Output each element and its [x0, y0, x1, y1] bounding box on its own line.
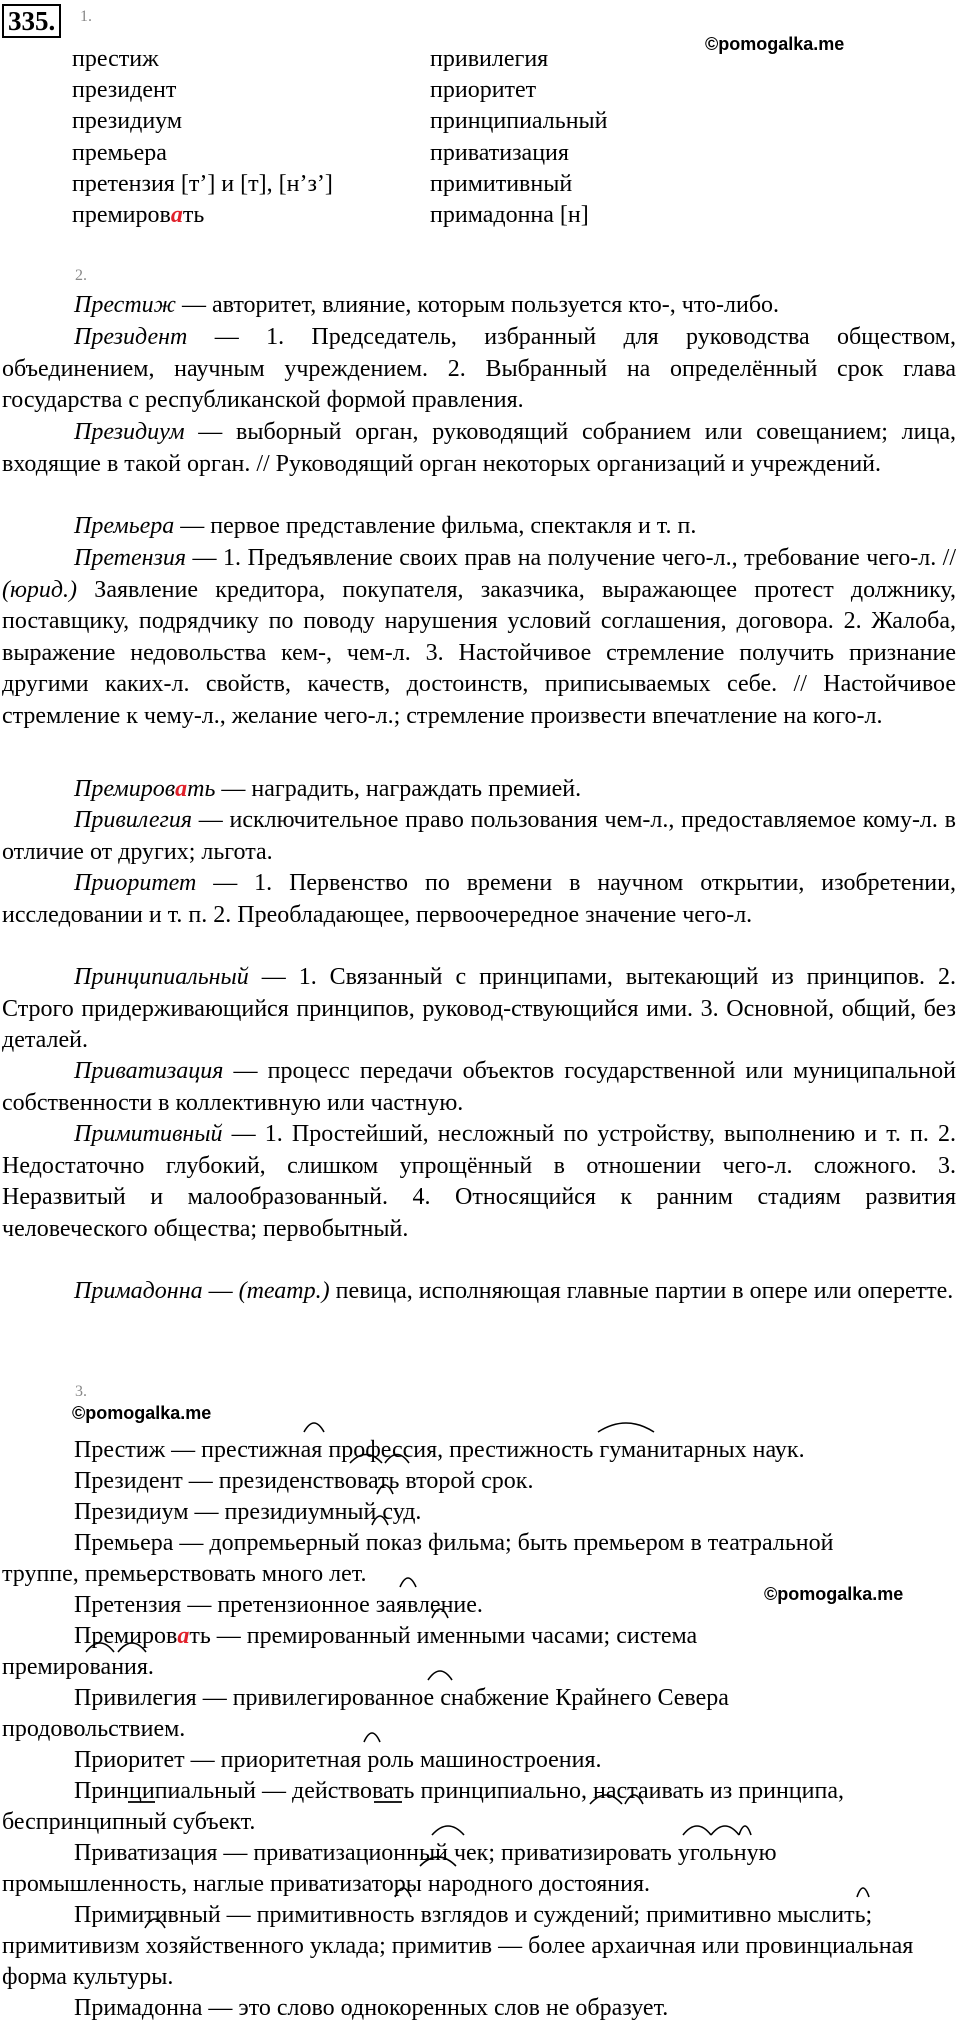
example-prima-donna: Примадонна — это слово однокоренных слов не образует. [74, 1995, 669, 2021]
suffix-arc-19 [420, 1857, 456, 1866]
suffix-arc-22 [145, 1919, 165, 1928]
example-premiere: Премьера — допремьерный показ фильма; быть премьером в театральной труппе, премьерствовать много лет. [2, 1530, 834, 1587]
definition-premirovat: Премировать — наградить, награждать премией. [74, 776, 582, 802]
example-priority: Приоритет — приоритетная роль машиностроения. [74, 1747, 602, 1773]
word-right-4: приватизация [430, 140, 569, 166]
word-right-1: привилегия [430, 46, 549, 72]
example-claim: Претензия — претензионное заявление. [74, 1592, 483, 1618]
word-right-6: примадонна [н] [430, 202, 589, 228]
suffix-arc-14 [625, 1795, 643, 1804]
suffix-arc-6 [372, 1516, 388, 1525]
part-1-number: 1. [80, 8, 92, 25]
suffix-arc-10 [432, 1609, 448, 1618]
watermark-top: ©pomogalka.me [705, 34, 845, 54]
word-left-3: президиум [72, 108, 183, 134]
word-right-2: приоритет [430, 77, 537, 103]
suffix-arc-1 [304, 1423, 324, 1432]
word-left-4: премьера [72, 140, 167, 166]
definition-presidium: Президиум — выборный орган, руководящий собранием или совещанием; лица, входящие в такой орган. // Руководящий орган некоторых организаций и учреждений. [2, 419, 956, 477]
suffix-arc-12 [364, 1733, 380, 1742]
definition-claim: Претензия — 1. Предъявление своих прав на получение чего-л., требование чего-л. // (юрид.) Заявление кредитора, покупателя, заказчика, выражающее протест должнику, поставщику, подрядчику по поводу нарушения условий соглашения, договора. 2. Жалоба, выражение недовольства кем-, чем-л. 3. Настойчивое стремление получить признание другими каких-л. свойств, качеств, достоинств, приписываемых себе. // Настойчивое стремление к чему-л., желание чего-л.; стремление произвести впечатление на кого-л. [2, 545, 956, 729]
example-premirovat: Премировать — премированный именными часами; система премирования. [2, 1623, 698, 1680]
suffix-arc-7 [400, 1578, 416, 1587]
definition-president: Президент — 1. Председатель, избранный для руководства обществом, объединением, научным учреждением. 2. Выбранный на определённый срок глава государства с республиканской формой правления. [2, 324, 956, 413]
example-president: Президент — президенствовать второй срок. [74, 1468, 534, 1494]
suffix-arc-15 [432, 1826, 464, 1835]
part-3-number: 3. [75, 1383, 87, 1400]
word-left-1: престиж [72, 46, 159, 72]
definition-prestige: Престиж — авторитет, влияние, которым пользуется кто-, что-либо. [74, 292, 780, 318]
suffix-arc-18 [739, 1826, 751, 1835]
suffix-arc-8 [86, 1643, 114, 1652]
suffix-arc-13 [590, 1795, 622, 1804]
suffix-arc-21 [857, 1888, 869, 1897]
definition-privilege: Привилегия — исключительное право пользования чем-л., предоставляемое кому-л. в отличие от других; льгота. [2, 807, 956, 865]
watermark-middle: ©pomogalka.me [72, 1403, 212, 1423]
example-primitive: Примитивный — примитивность взглядов и суждений; примитивно мыслить; примитивизм хозяйственного уклада; примитив — более архаичная или провинциальная форма культуры. [2, 1902, 914, 1990]
example-prestige: Престиж — престижная профессия, престижность гуманитарных наук. [74, 1437, 805, 1463]
word-right-3: принципиальный [430, 108, 608, 134]
word-left-2: президент [72, 77, 177, 103]
suffix-arc-17 [711, 1826, 739, 1835]
example-privilege: Привилегия — привилегированное снабжение Крайнего Севера продовольствием. [2, 1685, 729, 1742]
definition-premiere: Премьера — первое представление фильма, спектакля и т. п. [74, 513, 697, 539]
definition-privatization: Приватизация — процесс передачи объектов государственной или муниципальной собственности в коллективную или частную. [2, 1058, 956, 1116]
suffix-arc-3 [350, 1455, 382, 1464]
definition-prima-donna: Примадонна — (театр.) певица, исполняющая главные партии в опере или оперетте. [74, 1278, 954, 1304]
suffix-arc-4 [385, 1455, 409, 1464]
exercise-number: 335. [2, 4, 61, 38]
suffix-arc-5 [377, 1485, 393, 1494]
example-presidium: Президиум — президиумный суд. [74, 1499, 422, 1525]
stress-letter: а [175, 776, 188, 802]
example-privatization: Приватизация — приватизационный чек; приватизировать угольную промышленность, наглые приватизаторы народного достояния. [2, 1840, 777, 1897]
definition-primitive: Примитивный — 1. Простейший, несложный по устройству, выполнению и т. п. 2. Недостаточно глубокий, слишком упрощённый в отношении чего-л. сложного. 3. Неразвитый и малообразованный. 4. Относящийся к ранним стадиям развития человеческого общества; первобытный. [2, 1121, 956, 1242]
word-right-5: примитивный [430, 171, 573, 197]
word-left-5: претензия [т’] и [т], [н’з’] [72, 171, 333, 197]
watermark-right: ©pomogalka.me [764, 1584, 904, 1604]
definition-priority: Приоритет — 1. Первенство по времени в научном открытии, изобретении, исследовании и т. п. 2. Преобладающее, первоочередное значение чего-л. [2, 870, 956, 928]
suffix-arc-11 [428, 1671, 452, 1680]
word-left-6: премировать [72, 202, 205, 228]
stress-letter: а [170, 202, 183, 228]
suffix-arc-9 [118, 1643, 146, 1652]
part-2-number: 2. [75, 267, 87, 284]
suffix-arc-16 [683, 1826, 711, 1835]
suffix-arc-20 [395, 1888, 411, 1897]
example-principled: Принципиальный — действовать принципиально, настаивать из принципа, беспринципный субъект. [2, 1778, 844, 1835]
stress-letter: а [177, 1623, 190, 1649]
suffix-arc-2 [598, 1423, 654, 1432]
definition-principled: Принципиальный — 1. Связанный с принципами, вытекающий из принципов. 2. Строго придерживающийся принципов, руковод-ствующийся ими. 3. Основной, общий, без деталей. [2, 964, 956, 1053]
